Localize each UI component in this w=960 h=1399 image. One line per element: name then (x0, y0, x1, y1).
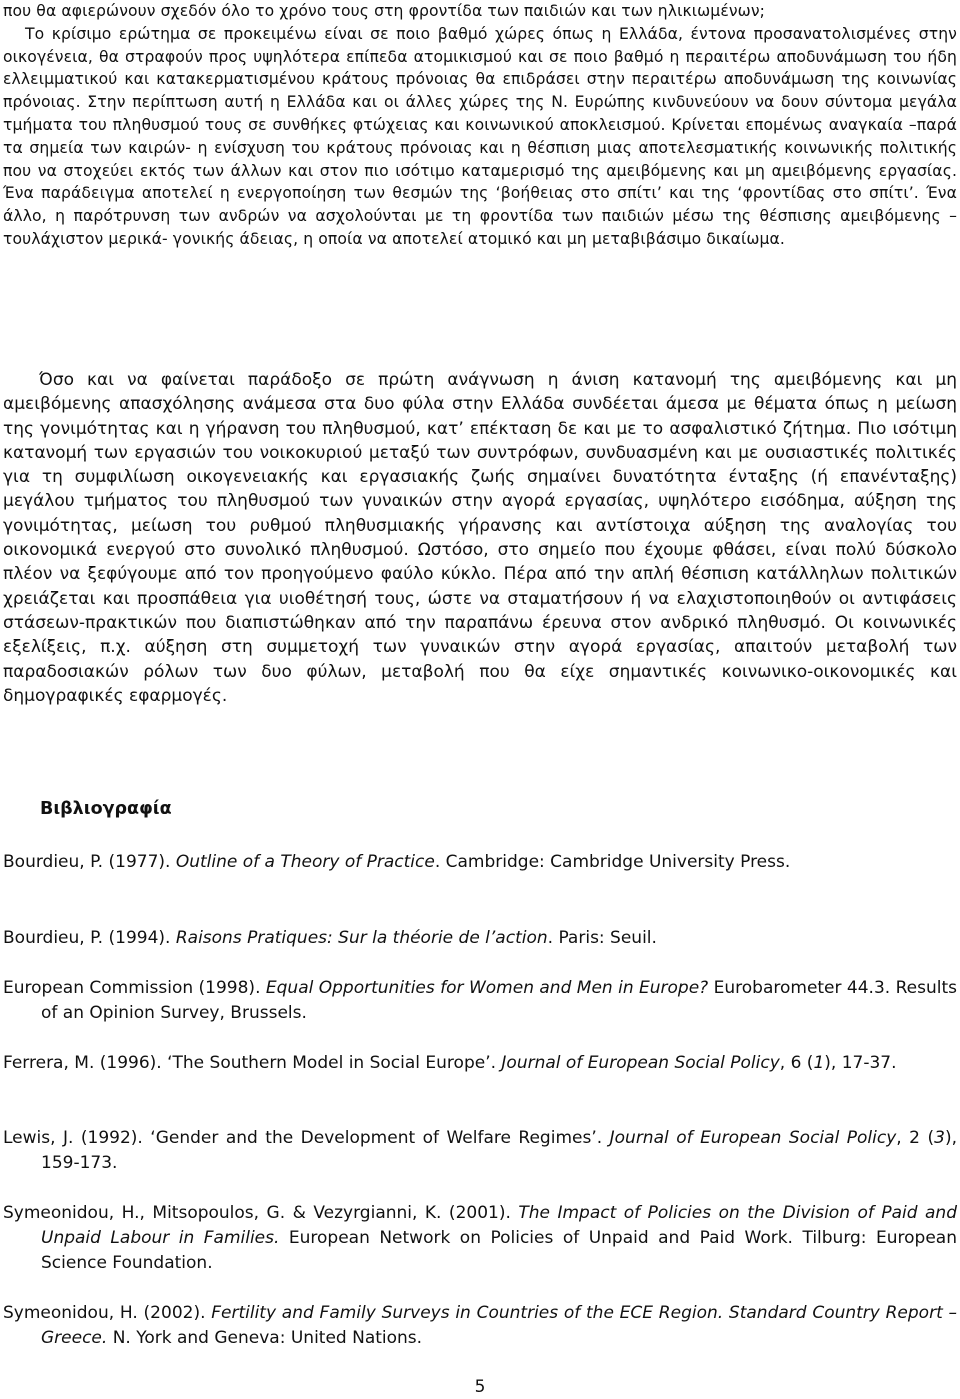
reference-item: Lewis, J. (1992). ‘Gender and the Development of Welfare Regimes’. Journal of European Social Policy, 2 (3), 159-173. (3, 1128, 957, 1173)
reference-item: Ferrera, M. (1996). ‘The Southern Model in Social Europe’. Journal of European Social Policy, 6 (1), 17-37. (3, 1053, 897, 1073)
paragraph-gender-division: Όσο και να φαίνεται παράδοξο σε πρώτη ανάγνωση η άνιση κατανομή της αμειβόμενης και μη αμειβόμενης απασχόλησης ανάμεσα στα δυο φύλα στην Ελλάδα συνδέεται άμεσα με θέματα όπως η μείωση της γονιμότητας και η γήρανση του πληθυσμού, κατ’ επέκταση δε και με το ασφαλιστικό ζήτημα. Πιο ισότιμη κατανομή των εργασιών του νοικοκυριού μεταξύ των συντρόφων, συνδυασμένη και με ουσιαστικές πολιτικές για τη συμφιλίωση οικογενειακής και εργασιακής ζωής σημαίνει δυνατότητα ένταξης (ή επανένταξης) μεγάλου τμήματος του πληθυσμού των γυναικών στην αγορά εργασίας, υψηλότερο εισόδημα, αύξηση της γονιμότητας, μείωση του ρυθμού πληθυσμιακής γήρανσης και αντίστοιχα αύξηση της αναλογίας του οικονομικά ενεργού στο συνολικό πληθυσμού. Ωστόσο, στο σημείο που έχουμε φθάσει, είναι πολύ δύσκολο πλέον να ξεφύγουμε από τον προηγούμενο φαύλο κύκλο. Πέρα από την απλή θέσπιση κατάλληλων πολιτικών χρειάζεται και προσπάθεια για υιοθέτησή τους, ώστε να σταματήσουν ή να ελαχιστοποιηθούν οι αντιφάσεις στάσεων-πρακτικών που διαπιστώθηκαν από την παραπάνω έρευνα στον ανδρικό πληθυσμό. Οι κοινωνικές εξελίξεις, π.χ. αύξηση στη συμμετοχή των γυναικών στην αγορά εργασίας, απαιτούν μεταβολή των παραδοσιακών ρόλων των δυο φύλων, μεταβολή που θα είχε σημαντικές κοινωνικο-οικονομικές και δημογραφικές εφαρμογές. (3, 370, 957, 706)
bibliography-heading: Βιβλιογραφία (40, 799, 172, 819)
page-number: 5 (474, 1377, 486, 1397)
reference-item: European Commission (1998). Equal Opportunities for Women and Men in Europe? Eurobarometer 44.3. Results of an Opinion Survey, Brussels. (3, 978, 957, 1023)
paragraph-continuation: που θα αφιερώνουν σχεδόν όλο το χρόνο τους στη φροντίδα των παιδιών και των ηλικιωμένων; (3, 2, 765, 20)
body-paragraph-1 (3, 0, 957, 251)
reference-item: Symeonidou, H. (2002). Fertility and Family Surveys in Countries of the ECE Region. Standard Country Report – Greece. N. York and Geneva: United Nations. (3, 1303, 957, 1348)
reference-item: Bourdieu, P. (1994). Raisons Pratiques: Sur la théorie de l’action. Paris: Seuil. (3, 928, 657, 948)
body-paragraph-2 (3, 368, 957, 708)
reference-item: Symeonidou, H., Mitsopoulos, G. & Vezyrgianni, K. (2001). The Impact of Policies on the Division of Paid and Unpaid Labour in Families. European Network on Policies of Unpaid and Paid Work. Tilburg: European Science Foundation. (3, 1203, 957, 1273)
paragraph-critical-question: Το κρίσιμο ερώτημα σε προκειμένω είναι σε ποιο βαθμό χώρες όπως η Ελλάδα, έντονα προσανατολισμένες στην οικογένεια, θα στραφούν προς υψηλότερα επίπεδα ατομικισμού και σε ποιο βαθμό η περαιτέρω αποδυνάμωση του ήδη ελλειμματικού και κατακερματισμένου κράτους πρόνοιας θα επιδράσει στην περαιτέρω αποδυνάμωση της κοινωνίας πρόνοιας. Στην περίπτωση αυτή η Ελλάδα και οι άλλες χώρες της Ν. Ευρώπης κινδυνεύουν να δουν σύντομα μεγάλα τμήματα του πληθυσμού τους σε συνθήκες φτώχειας και κοινωνικού αποκλεισμού. Κρίνεται επομένως αναγκαία –παρά τα σημεία των καιρών- η ενίσχυση του κράτους πρόνοιας και η θέσπιση μιας αποτελεσματικής κοινωνικής πολιτικής που να στοχεύει εκτός των άλλων και στον πιο ισότιμο καταμερισμό της αμειβόμενης και μη αμειβόμενης εργασίας. Ένα παράδειγμα αποτελεί η ενεργοποίηση των θεσμών της ‘βοήθειας στο σπίτι’ και της ‘φροντίδας στο σπίτι’. Ένα άλλο, η παρότρυνση των ανδρών να ασχολούνται με τη φροντίδα των παιδιών μέσω της θέσπισης αμειβόμενης –τουλάχιστον μερικά- γονικής άδειας, η οποία να αποτελεί ατομικό και μη μεταβιβάσιμο δικαίωμα. (3, 24, 957, 248)
reference-item: Bourdieu, P. (1977). Outline of a Theory of Practice. Cambridge: Cambridge University Press. (3, 852, 791, 872)
